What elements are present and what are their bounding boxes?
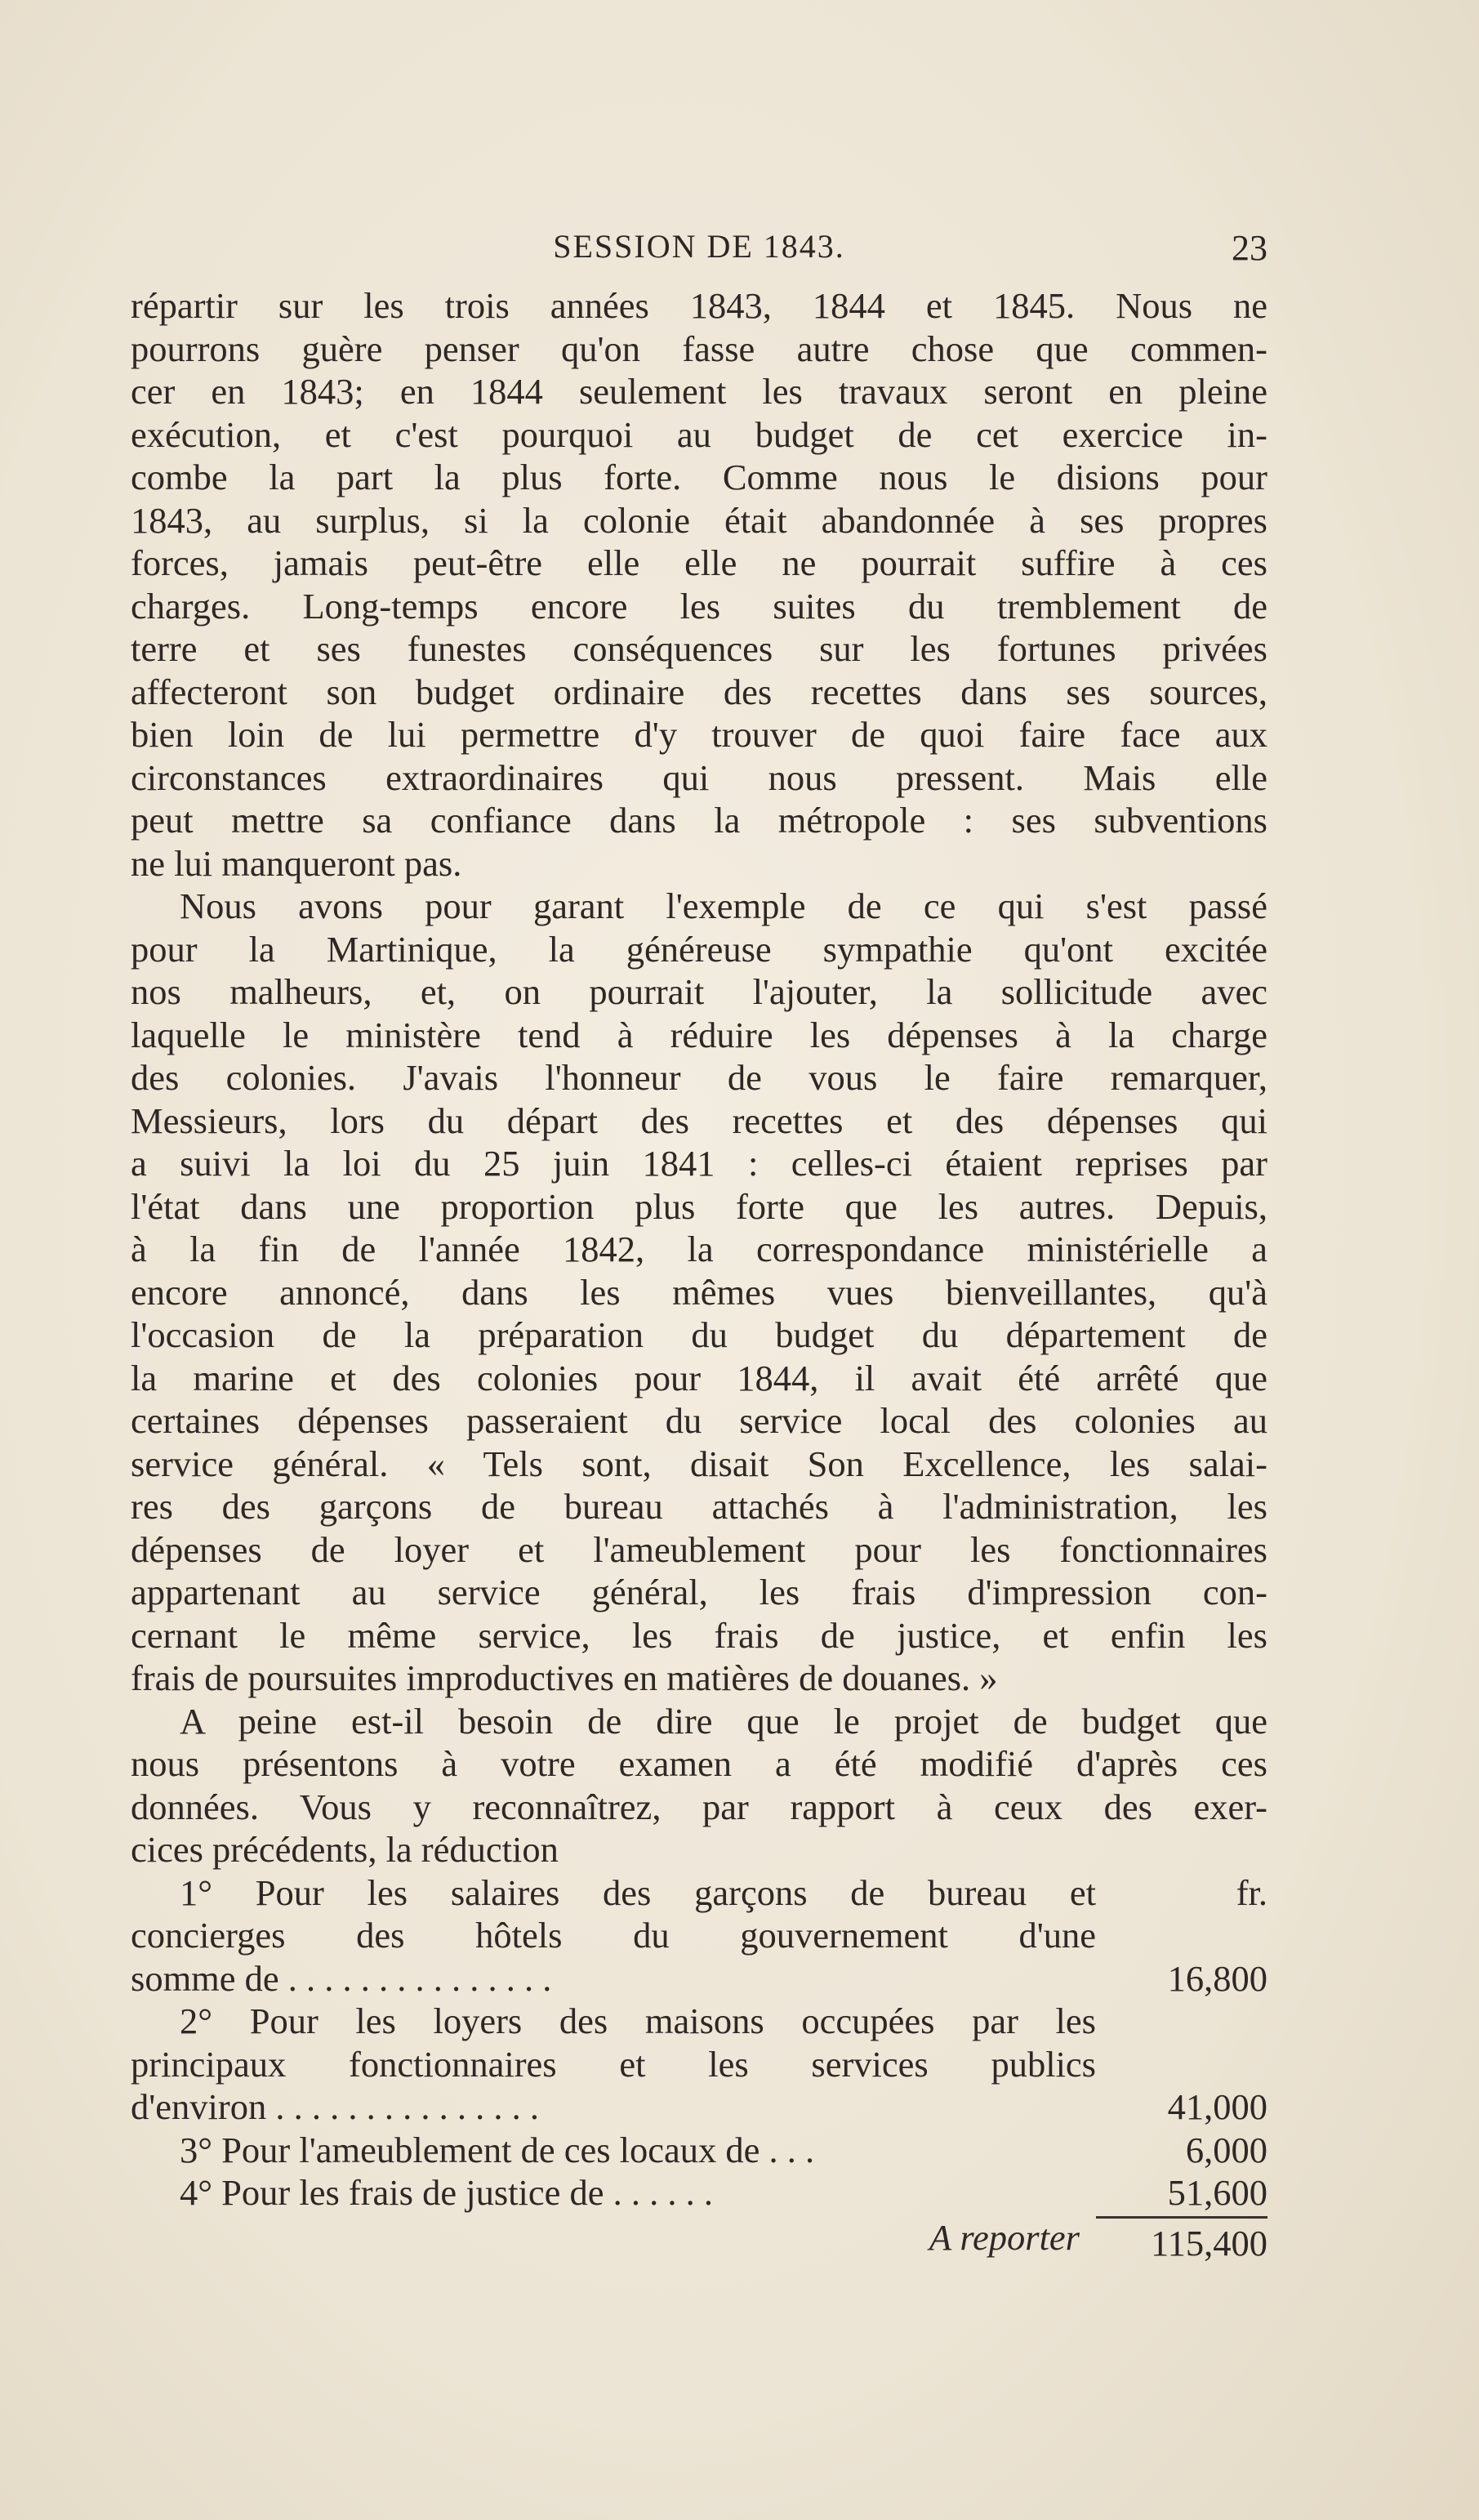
- ledger-amount: 51,600: [1167, 2172, 1267, 2213]
- text-line: répartir sur les trois années 1843, 1844 et 1845. Nous ne: [131, 285, 1267, 326]
- ledger-item-3: [131, 2129, 1267, 2172]
- text-line: affecteront son budget ordinaire des recettes dans ses sources,: [131, 671, 1267, 712]
- text-line: pour la Martinique, la généreuse sympathie qu'ont excitée: [131, 928, 1267, 970]
- ledger-item-label: principaux fonctionnaires et les services publics: [131, 2043, 1096, 2085]
- ledger-item-label: concierges des hôtels du gouvernement d'une: [131, 1915, 1096, 1956]
- text-line: combe la part la plus forte. Comme nous le disions pour: [131, 457, 1267, 497]
- text-line: l'occasion de la préparation du budget du département de: [131, 1314, 1267, 1355]
- ledger-amount: 41,000: [1167, 2086, 1267, 2127]
- page-number: 23: [1232, 228, 1267, 268]
- carry-forward-total: 115,400: [1096, 2216, 1267, 2265]
- text-line: circonstances extraordinaires qui nous pressent. Mais elle: [131, 756, 1267, 798]
- ledger-item-2-line-1: [131, 2000, 1267, 2043]
- carry-forward-label: A reporter: [929, 2216, 1080, 2258]
- ledger-item-label: somme de . . . . . . . . . . . . . . .: [131, 1957, 552, 1999]
- ledger-amount: 6,000: [1185, 2129, 1267, 2170]
- text-line: données. Vous y reconnaîtrez, par rapport à ceux des exer-: [131, 1786, 1267, 1827]
- text-line: Nous avons pour garant l'exemple de ce qui s'est passé: [180, 885, 1267, 926]
- ledger-item-4: [131, 2171, 1267, 2214]
- text-line: terre et ses funestes conséquences sur les fortunes privées: [131, 628, 1267, 669]
- text-line: peut mettre sa confiance dans la métropole : ses subventions: [131, 800, 1267, 841]
- text-line: appartenant au service général, les frais d'impression con-: [131, 1572, 1267, 1612]
- text-line: a suivi la loi du 25 juin 1841 : celles-ci étaient reprises par: [131, 1143, 1267, 1184]
- paragraph-3: [131, 1700, 1267, 1871]
- paragraph-2: [131, 885, 1267, 1700]
- text-line: ne lui manqueront pas.: [131, 842, 462, 884]
- text-line: encore annoncé, dans les mêmes vues bienveillantes, qu'à: [131, 1271, 1267, 1313]
- currency-unit: fr.: [1236, 1871, 1267, 1913]
- text-line: dépenses de loyer et l'ameublement pour les fonctionnaires: [131, 1528, 1267, 1570]
- ledger-item-1-line-2: [131, 1914, 1267, 1957]
- text-line: charges. Long-temps encore les suites du tremblement de: [131, 585, 1267, 627]
- ledger-item-label: 2° Pour les loyers des maisons occupées par les: [180, 2000, 1096, 2041]
- ledger-item-label: 1° Pour les salaires des garçons de bureau et: [180, 1871, 1096, 1913]
- ledger-item-label: 4° Pour les frais de justice de . . . . . .: [180, 2172, 714, 2213]
- ledger-item-2-line-3: [131, 2085, 1267, 2129]
- text-line: frais de poursuites improductives en matières de douanes. »: [131, 1657, 998, 1698]
- ledger-item-label: 3° Pour l'ameublement de ces locaux de . . .: [180, 2129, 815, 2170]
- page-header: [131, 227, 1267, 276]
- text-line: A peine est-il besoin de dire que le projet de budget que: [180, 1700, 1267, 1742]
- text-line: l'état dans une proportion plus forte que les autres. Depuis,: [131, 1185, 1267, 1227]
- ledger-item-1-line-3: [131, 1957, 1267, 2000]
- text-line: bien loin de lui permettre d'y trouver de quoi faire face aux: [131, 714, 1267, 755]
- text-line: service général. « Tels sont, disait Son Excellence, les salai-: [131, 1443, 1267, 1484]
- text-line: exécution, et c'est pourquoi au budget de cet exercice in-: [131, 413, 1267, 455]
- expense-ledger: [131, 1871, 1267, 2265]
- text-line: des colonies. J'avais l'honneur de vous le faire remarquer,: [131, 1057, 1267, 1098]
- running-title: SESSION DE 1843.: [553, 228, 845, 265]
- text-line: cernant le même service, les frais de justice, et enfin les: [131, 1614, 1267, 1656]
- ledger-item-1-line-1: [131, 1871, 1267, 1915]
- text-line: 1843, au surplus, si la colonie était abandonnée à ses propres: [131, 499, 1267, 541]
- ledger-item-2-line-2: [131, 2043, 1267, 2086]
- ledger-amount: 16,800: [1167, 1957, 1267, 1999]
- text-line: nos malheurs, et, on pourrait l'ajouter, la sollicitude avec: [131, 971, 1267, 1012]
- text-line: à la fin de l'année 1842, la correspondance ministérielle a: [131, 1229, 1267, 1269]
- text-line: res des garçons de bureau attachés à l'administration, les: [131, 1486, 1267, 1527]
- text-line: forces, jamais peut-être elle elle ne pourrait suffire à ces: [131, 542, 1267, 583]
- text-line: certaines dépenses passeraient du service local des colonies au: [131, 1400, 1267, 1441]
- ledger-item-label: d'environ . . . . . . . . . . . . . . .: [131, 2086, 539, 2127]
- text-line: Messieurs, lors du départ des recettes et des dépenses qui: [131, 1099, 1267, 1141]
- text-line: pourrons guère penser qu'on fasse autre chose que commen-: [131, 328, 1267, 369]
- text-line: cices précédents, la réduction: [131, 1829, 559, 1870]
- text-line: cer en 1843; en 1844 seulement les travaux seront en pleine: [131, 371, 1267, 412]
- carry-forward-row: [131, 2216, 1267, 2265]
- page-body: [131, 284, 1267, 2264]
- paragraph-1: [131, 284, 1267, 885]
- text-line: la marine et des colonies pour 1844, il avait été arrêté que: [131, 1357, 1267, 1398]
- text-line: nous présentons à votre examen a été modifié d'après ces: [131, 1743, 1267, 1784]
- text-line: laquelle le ministère tend à réduire les dépenses à la charge: [131, 1014, 1267, 1055]
